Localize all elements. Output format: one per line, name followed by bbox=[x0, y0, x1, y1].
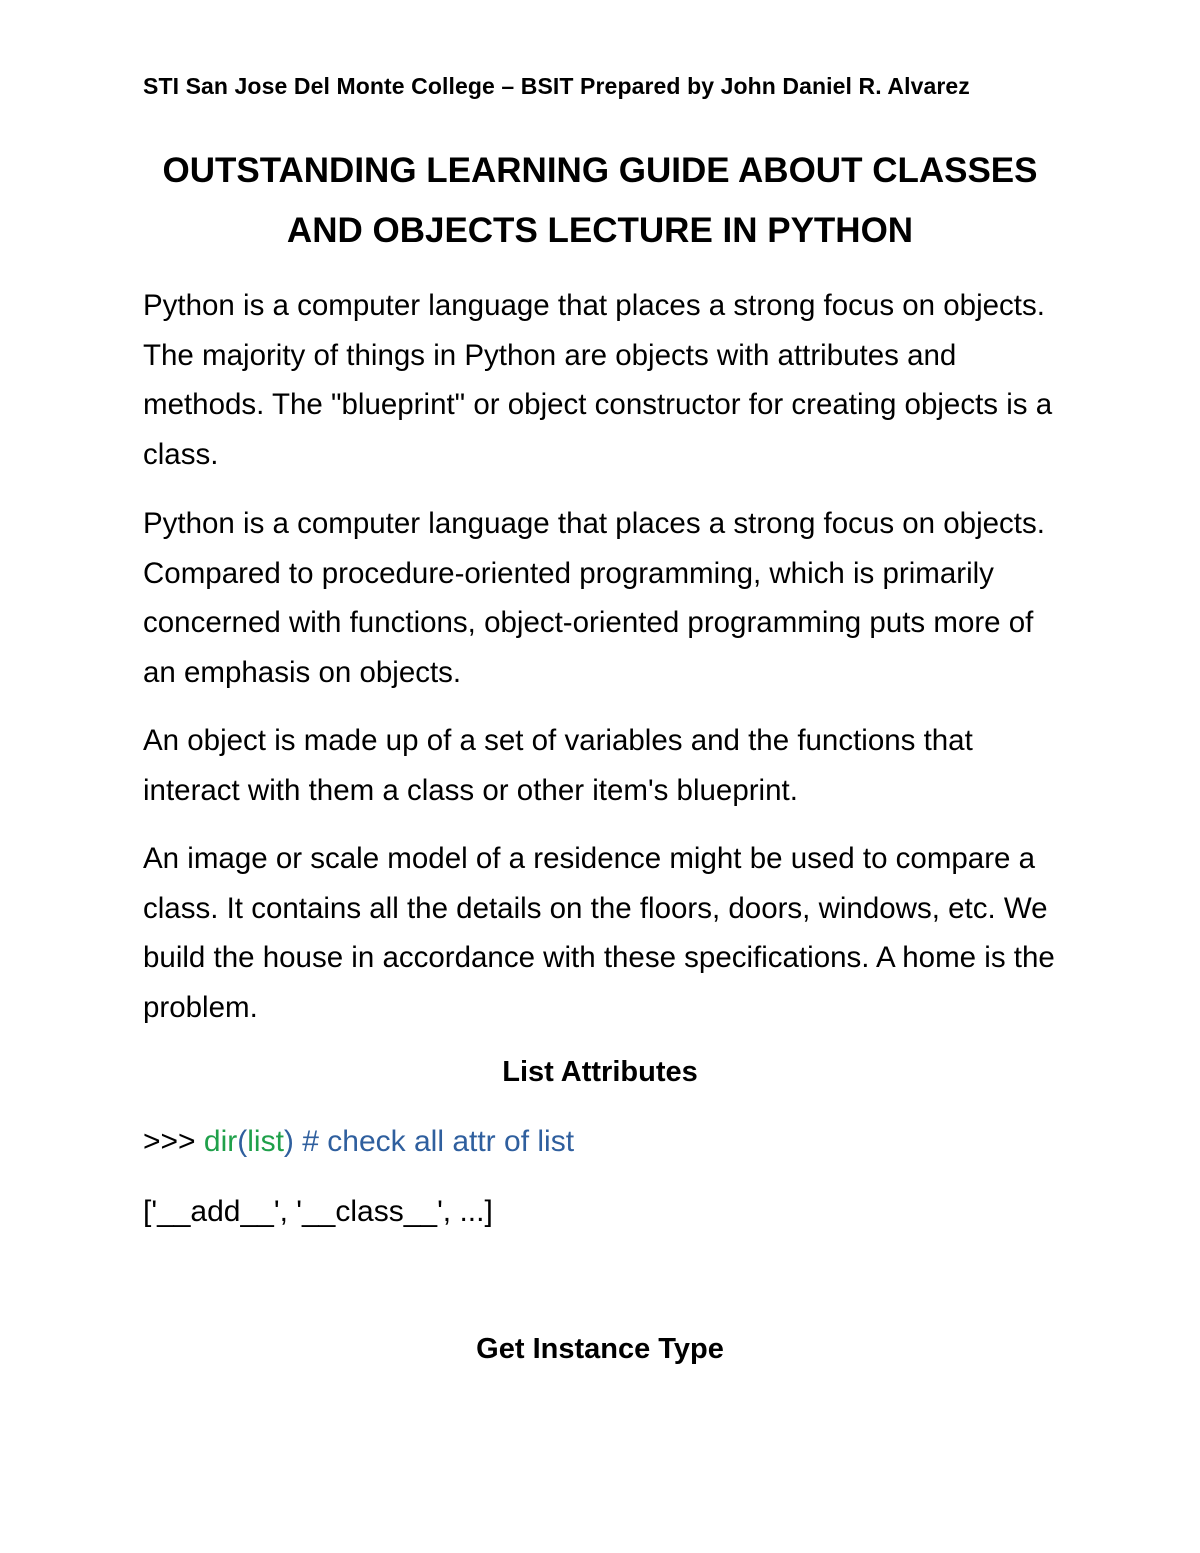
code-output: ['__add__', '__class__', ...] bbox=[143, 1195, 493, 1228]
page-header: STI San Jose Del Monte College – BSIT Prepared by John Daniel R. Alvarez bbox=[143, 73, 970, 99]
code-prompt: >>> bbox=[143, 1125, 204, 1158]
code-example-dir bbox=[143, 1125, 574, 1159]
code-argument: list bbox=[247, 1125, 284, 1158]
code-open-paren: ( bbox=[237, 1125, 248, 1158]
instance-type-heading: Get Instance Type bbox=[476, 1333, 724, 1365]
title-line-1: OUTSTANDING LEARNING GUIDE ABOUT CLASSES bbox=[162, 151, 1038, 190]
paragraph-3: An object is made up of a set of variables and the functions that interact with them a class or other item's blueprint. bbox=[143, 724, 973, 807]
list-attributes-heading: List Attributes bbox=[502, 1056, 698, 1088]
code-comment: # check all attr of list bbox=[293, 1125, 575, 1158]
document-title bbox=[100, 141, 1100, 261]
paragraph-4: An image or scale model of a residence might be used to compare a class. It contains all the details on the floors, doors, windows, etc. We build the house in accordance with these specifications. A home is the problem. bbox=[143, 842, 1055, 1024]
paragraph-1: Python is a computer language that places a strong focus on objects. The majority of things in Python are objects with attributes and methods. The "blueprint" or object constructor for creating objects is a class. bbox=[143, 289, 1053, 471]
code-close-paren: ) bbox=[283, 1125, 294, 1158]
paragraph-2: Python is a computer language that places a strong focus on objects. Compared to procedure-oriented programming, which is primarily concerned with functions, object-oriented programming puts more of an emphasis on objects. bbox=[143, 507, 1045, 689]
code-function: dir bbox=[203, 1125, 238, 1158]
title-line-2: AND OBJECTS LECTURE IN PYTHON bbox=[286, 211, 914, 250]
